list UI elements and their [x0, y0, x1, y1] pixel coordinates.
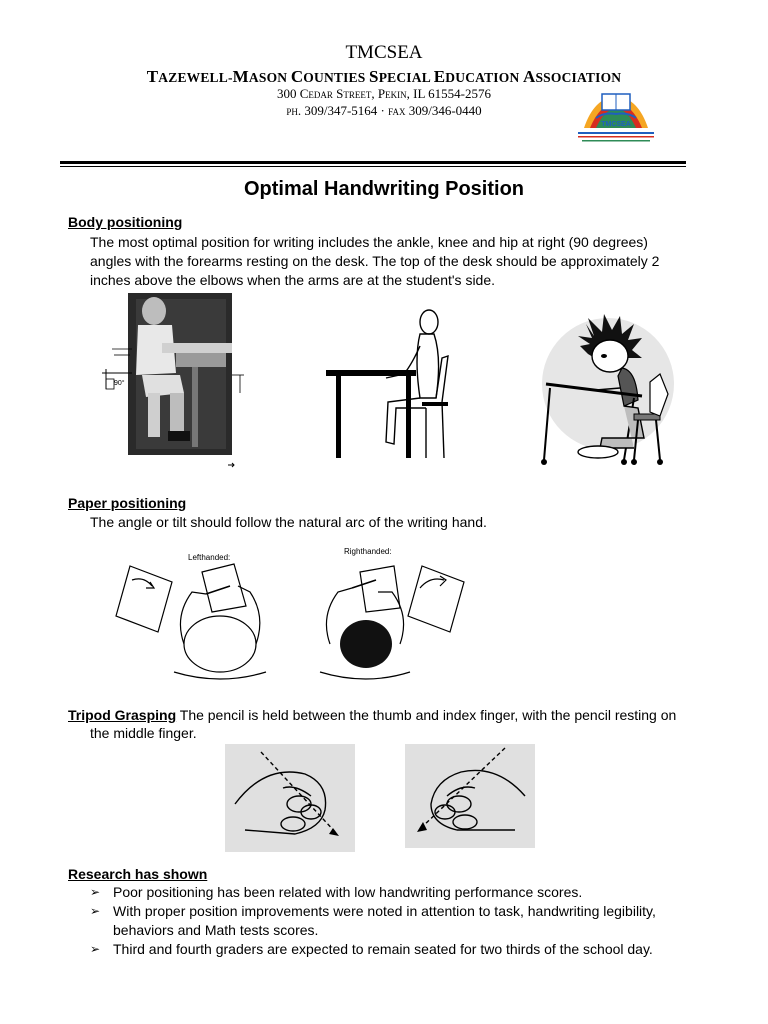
photo-angle-label: 90° — [114, 380, 125, 387]
seated-outline-figure — [316, 298, 456, 462]
org-address: 300 Cedar Street, Pekin, IL 61554-2576 — [277, 86, 491, 101]
lefthanded-label: Lefthanded: — [188, 553, 231, 562]
list-item: ➢ With proper position improvements were noted in attention to task, handwriting legibility, — [90, 903, 656, 919]
paper-positioning-heading: Paper positioning — [68, 495, 187, 511]
body-positioning-heading: Body positioning — [68, 214, 183, 230]
list-item-cont: behaviors and Math tests scores. — [113, 922, 319, 938]
tripod-grasp-left — [225, 744, 355, 852]
tripod-text-cont: the middle finger. — [90, 725, 197, 741]
org-full-name: TAZEWELL-MASON COUNTIES SPECIAL EDUCATION ASSOCIATION — [146, 67, 622, 86]
bullet-arrow-icon: ➢ — [90, 885, 101, 899]
tripod-heading: Tripod Grasping — [68, 707, 177, 723]
org-phone: ph. 309/347-5164 · fax 309/346-0440 — [286, 103, 482, 118]
research-list — [90, 883, 656, 959]
paper-positioning-text: The angle or tilt should follow the natural arc of the writing hand. — [90, 514, 487, 530]
list-item: ➢ Third and fourth graders are expected to remain seated for two thirds of the school day. — [90, 941, 653, 957]
bullet-arrow-icon: ➢ — [90, 942, 101, 956]
research-heading: Research has shown — [68, 866, 208, 882]
logo-text: TMCSEA — [601, 121, 631, 128]
body-positioning-text: The most optimal position for writing includes the ankle, knee and hip at right (90 degrees) angles with the forearms resting on the desk. The top of the desk should be approximately 2 inches above the elbows when the arms are at the student's side. — [90, 234, 660, 288]
paper-positioning-diagram — [84, 536, 488, 684]
righthanded-label: Righthanded: — [344, 547, 392, 556]
header-rule-thin — [60, 166, 686, 167]
list-item: ➢ Poor positioning has been related with low handwriting performance scores. — [90, 884, 583, 900]
org-acronym: TMCSEA — [345, 42, 423, 63]
page-title: Optimal Handwriting Position — [244, 178, 524, 200]
tripod-text: Tripod Grasping The pencil is held between the thumb and index finger, with the pencil resting on — [68, 707, 677, 723]
cartoon-writing-boy — [538, 310, 674, 466]
tripod-grasp-right — [405, 744, 535, 848]
child-desk-photo — [92, 293, 252, 471]
bullet-arrow-icon: ➢ — [90, 904, 101, 918]
header-rule-thick — [60, 161, 686, 164]
tmcsea-logo — [574, 88, 658, 148]
